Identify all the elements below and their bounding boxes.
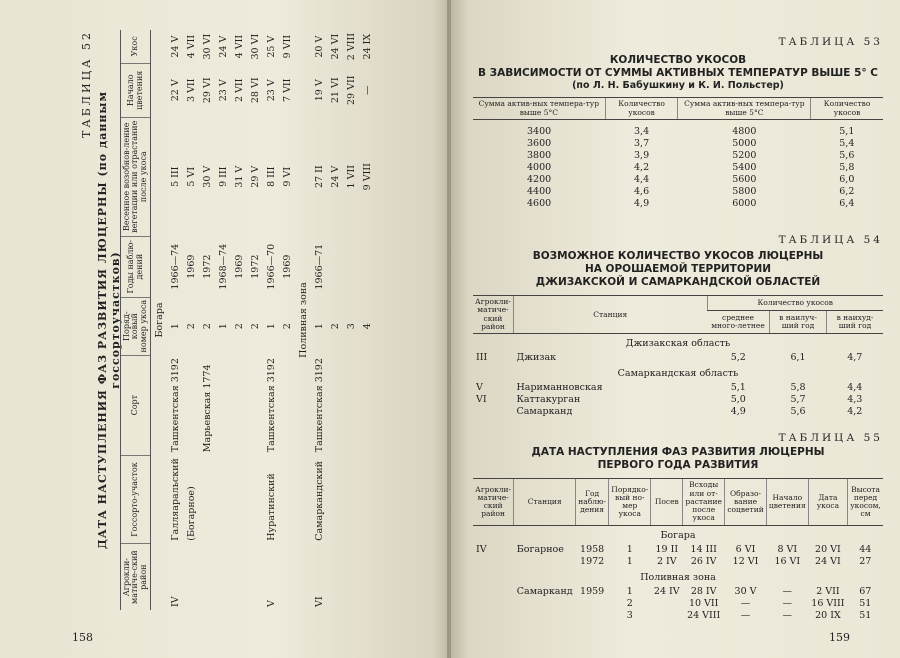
- table-cell: 19 II: [655, 543, 679, 555]
- table-cell: 1959: [580, 585, 605, 597]
- table-cell: 4,3: [847, 394, 863, 406]
- table-52-section-title: Богара: [153, 302, 165, 338]
- table-cell: Нуратинский: [265, 473, 277, 541]
- table-cell: 23 V: [217, 79, 229, 102]
- table-cell: 1: [626, 555, 633, 567]
- table-52-header: Сорт: [121, 355, 151, 455]
- table-cell: 1: [313, 323, 325, 330]
- table-55-header: Образо-вание соцветий: [725, 479, 767, 525]
- table-cell: 4,4: [847, 382, 863, 394]
- table-55: [473, 478, 883, 621]
- table-55-section-row: [473, 525, 883, 544]
- table-54: [473, 295, 883, 418]
- table-cell: 20 V: [313, 35, 325, 58]
- table-cell: IV: [476, 543, 487, 555]
- table-cell: —: [782, 585, 793, 597]
- table-cell: [215, 544, 231, 610]
- table-cell: Ташкентская 3192: [265, 358, 277, 453]
- table-cell: 3,7: [634, 137, 650, 149]
- table-53-title-2: В ЗАВИСИМОСТИ ОТ СУММЫ АКТИВНЫХ ТЕМПЕРАТУР ВЫШЕ 5° С: [477, 67, 879, 80]
- table-cell: Марьевская 1774: [201, 364, 213, 453]
- table-cell: 30 VI: [249, 33, 261, 60]
- table-cell: VI: [476, 394, 487, 406]
- table-54-section-row: [473, 334, 883, 353]
- table-54-header-station: Станция: [514, 296, 708, 334]
- table-54-header-count: Количество укосов: [707, 296, 883, 310]
- table-cell: 30 V: [201, 165, 213, 188]
- table-cell: [343, 455, 359, 544]
- table-cell: [651, 610, 683, 622]
- table-cell: 22 V: [169, 79, 181, 102]
- table-52-header: Укос: [121, 30, 151, 63]
- table-cell: 5600: [732, 173, 757, 185]
- table-cell: [343, 236, 359, 297]
- table-cell: 1: [265, 323, 277, 330]
- table-55-header: Дата укоса: [808, 479, 847, 525]
- table-cell: [514, 610, 576, 622]
- table-cell: 21 VI: [329, 77, 341, 104]
- table-cell: 51: [859, 597, 872, 609]
- table-cell: 30 VI: [201, 33, 213, 60]
- table-55-label: ТАБЛИЦА 55: [778, 432, 883, 445]
- table-cell: 16 VI: [774, 555, 801, 567]
- table-cell: 1969: [185, 254, 197, 279]
- table-cell: 5,8: [790, 382, 806, 394]
- table-cell: [231, 455, 247, 544]
- table-52-header: Госсорто-участок: [121, 455, 151, 544]
- table-52-header: Начало цветения: [121, 63, 151, 117]
- table-cell: [359, 355, 375, 455]
- table-cell: 5,8: [839, 161, 855, 173]
- table-cell: 5000: [732, 137, 757, 149]
- table-52-section-row: [295, 30, 311, 610]
- table-cell: 12 VI: [732, 555, 759, 567]
- table-cell: [473, 598, 514, 610]
- table-cell: 4,2: [847, 406, 863, 418]
- table-cell: 6,1: [790, 352, 806, 364]
- table-row: [359, 30, 375, 610]
- table-cell: 4800: [732, 125, 757, 137]
- table-cell: 31 V: [233, 165, 245, 188]
- table-cell: 4,9: [634, 197, 650, 209]
- table-55-header: Год наблю-дения: [576, 479, 609, 525]
- table-55-title-2: ПЕРВОГО ГОДА РАЗВИТИЯ: [597, 459, 759, 472]
- table-52: [120, 30, 375, 610]
- table-cell: VI: [313, 596, 325, 607]
- table-cell: 5800: [732, 185, 757, 197]
- table-cell: 29 VII: [345, 75, 357, 106]
- table-cell: —: [740, 597, 751, 609]
- table-cell: [576, 610, 609, 622]
- table-cell: [359, 236, 375, 297]
- table-cell: 3: [626, 609, 633, 621]
- table-54-header-worst: в наихуд-ший год: [827, 310, 884, 334]
- table-55-header: Всходы или от-растание после укоса: [683, 479, 725, 525]
- table-52-title: ДАТА НАСТУПЛЕНИЯ ФАЗ РАЗВИТИЯ ЛЮЦЕРНЫ (по данным госсортоучастков): [96, 90, 122, 550]
- table-cell: 9 VI: [281, 166, 293, 187]
- table-row: [199, 30, 215, 610]
- table-row: [473, 174, 883, 186]
- table-cell: 4,7: [847, 352, 863, 364]
- table-cell: —: [782, 597, 793, 609]
- table-53: [473, 97, 883, 210]
- table-cell: IV: [169, 596, 181, 607]
- table-cell: [473, 556, 514, 568]
- table-row: [263, 30, 279, 610]
- table-cell: 1966—70: [265, 243, 277, 290]
- table-53-header: Сумма актив-ных темпера-тур выше 5°С: [678, 98, 811, 120]
- table-cell: [215, 355, 231, 455]
- table-cell: —: [361, 85, 373, 96]
- table-cell: [327, 355, 343, 455]
- table-cell: V: [476, 382, 483, 394]
- table-cell: 24 IX: [361, 33, 373, 60]
- table-cell: 1: [626, 585, 633, 597]
- table-55-header: Высота перед укосом, см: [848, 479, 883, 525]
- table-cell: 26 IV: [690, 555, 717, 567]
- table-cell: [199, 455, 215, 544]
- table-cell: 20 IX: [815, 609, 841, 621]
- table-cell: [343, 544, 359, 610]
- table-cell: [247, 355, 263, 455]
- table-cell: [279, 544, 295, 610]
- table-cell: 6 VI: [735, 543, 756, 555]
- table-cell: 2: [201, 323, 213, 330]
- table-54-section-title: Джизакская область: [625, 338, 731, 350]
- table-cell: 3 VII: [185, 78, 197, 102]
- table-55-header: Станция: [514, 479, 576, 525]
- table-53-header: Количество укосов: [605, 98, 678, 120]
- table-cell: [473, 610, 514, 622]
- table-cell: 29 V: [249, 165, 261, 188]
- table-cell: 4400: [526, 185, 552, 197]
- table-cell: 5,7: [790, 394, 806, 406]
- table-cell: 6,4: [839, 197, 855, 209]
- table-cell: 9 VII: [281, 34, 293, 59]
- table-cell: 4,4: [634, 173, 650, 185]
- table-cell: 1969: [233, 254, 245, 279]
- table-cell: 5,1: [839, 125, 855, 137]
- table-55-header: Посев: [651, 479, 683, 525]
- table-cell: 5200: [732, 149, 757, 161]
- table-52-label: ТАБЛИЦА 52: [80, 30, 93, 138]
- table-cell: 5,2: [730, 352, 746, 364]
- table-cell: [359, 544, 375, 610]
- table-row: [473, 406, 883, 418]
- table-cell: III: [476, 352, 488, 364]
- table-cell: [279, 355, 295, 455]
- table-cell: 14 III: [690, 543, 717, 555]
- table-cell: 1: [626, 543, 633, 555]
- table-cell: Ташкентская 3192: [169, 358, 181, 453]
- table-cell: 1972: [201, 254, 213, 279]
- table-cell: 3600: [526, 137, 552, 149]
- table-cell: 8 VI: [777, 543, 798, 555]
- table-row: [473, 138, 883, 150]
- table-cell: 6,0: [839, 173, 855, 185]
- table-cell: 3,4: [634, 125, 650, 137]
- table-row: [473, 610, 883, 622]
- table-53-label: ТАБЛИЦА 53: [778, 36, 883, 48]
- table-cell: Галляаральский: [169, 458, 181, 541]
- table-cell: [514, 556, 576, 568]
- table-row: [473, 382, 883, 394]
- table-cell: 5 III: [169, 166, 181, 187]
- table-cell: 27 II: [313, 165, 325, 189]
- page-number-left: 158: [72, 631, 93, 644]
- table-52-header: Годы наблю-дений: [121, 236, 151, 297]
- right-page: [451, 0, 900, 658]
- table-55-header: Начало цветения: [766, 479, 808, 525]
- table-cell: 2: [185, 323, 197, 330]
- table-cell: 1972: [249, 254, 261, 279]
- table-cell: 24 V: [329, 165, 341, 188]
- table-cell: [231, 544, 247, 610]
- table-cell: Каттакурган: [516, 394, 581, 406]
- table-cell: —: [782, 609, 793, 621]
- table-cell: 6,2: [839, 185, 855, 197]
- table-row: [215, 30, 231, 610]
- table-row: [473, 556, 883, 568]
- table-cell: 24 VI: [329, 33, 341, 60]
- table-cell: 29 VI: [201, 77, 213, 104]
- table-cell: 24 VI: [815, 555, 841, 567]
- table-52-section-row: [151, 30, 168, 610]
- table-cell: 1972: [580, 555, 605, 567]
- table-cell: Богарное: [516, 543, 564, 555]
- table-cell: 2 VII: [233, 78, 245, 102]
- table-cell: [231, 355, 247, 455]
- table-cell: 25 V: [265, 35, 277, 58]
- table-54-label: ТАБЛИЦА 54: [778, 233, 883, 246]
- table-cell: 2: [626, 597, 633, 609]
- table-cell: 4: [361, 323, 373, 330]
- table-cell: 2: [329, 323, 341, 330]
- table-cell: 24 V: [169, 35, 181, 58]
- table-cell: 2 VIII: [345, 33, 357, 61]
- table-55-section-row: [473, 568, 883, 586]
- table-cell: 30 V: [734, 585, 757, 597]
- table-cell: Самарканд: [516, 406, 573, 418]
- table-cell: Самаркандский: [313, 460, 325, 541]
- table-cell: 24 IV: [653, 585, 680, 597]
- table-cell: 16 VIII: [811, 597, 845, 609]
- table-row: [473, 352, 883, 364]
- table-54-title-2: НА ОРОШАЕМОЙ ТЕРРИТОРИИ: [584, 262, 772, 275]
- table-52-section-title: Поливная зона: [297, 282, 309, 358]
- table-cell: 19 V: [313, 79, 325, 102]
- table-54-section-title: Самаркандская область: [617, 368, 739, 380]
- table-cell: [576, 598, 609, 610]
- table-cell: 2 IV: [656, 555, 677, 567]
- table-row: [473, 162, 883, 174]
- table-cell: [343, 355, 359, 455]
- table-cell: (Богарное): [185, 486, 197, 541]
- table-53-subtitle: (по Л. Н. Бабушкину и К. И. Польстер): [572, 80, 784, 92]
- table-cell: 3,9: [634, 149, 650, 161]
- table-cell: 24 VIII: [687, 609, 721, 621]
- table-row: [311, 30, 327, 610]
- table-cell: Ташкентская 3192: [313, 358, 325, 453]
- table-cell: [327, 544, 343, 610]
- table-cell: 67: [859, 585, 872, 597]
- table-row: [279, 30, 295, 610]
- table-55-section-title: Поливная зона: [640, 571, 716, 583]
- table-cell: 1969: [281, 254, 293, 279]
- table-54-title-1: ВОЗМОЖНОЕ КОЛИЧЕСТВО УКОСОВ ЛЮЦЕРНЫ: [532, 249, 824, 262]
- table-55-header: Агрокли-матиче-ский район: [473, 479, 514, 525]
- table-cell: 3400: [526, 125, 552, 137]
- table-cell: 4 VII: [233, 34, 245, 59]
- table-cell: Джизак: [516, 352, 557, 364]
- table-cell: 5,6: [839, 149, 855, 161]
- table-55-title-1: ДАТА НАСТУПЛЕНИЯ ФАЗ РАЗВИТИЯ ЛЮЦЕРНЫ: [531, 446, 825, 459]
- table-cell: [327, 236, 343, 297]
- table-cell: 24 V: [217, 35, 229, 58]
- table-row: [473, 394, 883, 406]
- table-cell: 4,6: [634, 185, 650, 197]
- table-cell: 1968—74: [217, 243, 229, 290]
- table-54-section-row: [473, 364, 883, 382]
- table-cell: 4,9: [730, 406, 746, 418]
- table-cell: 51: [859, 609, 872, 621]
- table-row: [473, 150, 883, 162]
- table-cell: 4 VII: [185, 34, 197, 59]
- table-cell: 23 V: [265, 79, 277, 102]
- table-cell: 28 VI: [249, 77, 261, 104]
- table-cell: 5,0: [730, 394, 746, 406]
- table-52-header: Весенное возобнов-ление вегетации или отрастание после укоса: [121, 117, 151, 236]
- table-cell: [514, 598, 576, 610]
- page-number-right: 159: [829, 631, 850, 644]
- table-row: [473, 598, 883, 610]
- table-54-title-3: ДЖИЗАКСКОЙ И САМАРКАНДСКОЙ ОБЛАСТЕЙ: [535, 276, 821, 288]
- table-cell: [473, 406, 514, 418]
- table-cell: 1958: [580, 543, 605, 555]
- table-cell: [359, 455, 375, 544]
- table-54-header-best: в наилуч-ший год: [770, 310, 827, 334]
- table-cell: 4600: [526, 197, 552, 209]
- table-cell: 27: [859, 555, 872, 567]
- table-53-header: Количество укосов: [811, 98, 883, 120]
- table-cell: 2: [281, 323, 293, 330]
- table-53-header: Сумма актив-ных темпера-тур выше 5°С: [473, 98, 605, 120]
- table-cell: [183, 355, 199, 455]
- table-54-header-mean: среднее много-летнее: [707, 310, 770, 334]
- table-row: [247, 30, 263, 610]
- table-cell: 1: [169, 323, 181, 330]
- table-cell: 5400: [732, 161, 757, 173]
- table-cell: 9 VIII: [361, 163, 373, 191]
- table-cell: 4200: [526, 173, 552, 185]
- table-cell: 4000: [526, 161, 552, 173]
- table-cell: [473, 586, 514, 598]
- table-row: [327, 30, 343, 610]
- table-55-section-title: Богара: [660, 529, 696, 541]
- table-cell: 1 VII: [345, 165, 357, 189]
- table-cell: 5 VI: [185, 166, 197, 187]
- table-cell: Самарканд: [516, 585, 573, 597]
- table-cell: 5,1: [730, 382, 746, 394]
- table-54-header-district: Агрокли-матиче-ский район: [473, 296, 514, 334]
- table-cell: [215, 455, 231, 544]
- table-cell: 2: [233, 323, 245, 330]
- table-cell: [279, 455, 295, 544]
- table-cell: V: [265, 600, 277, 607]
- table-row: [473, 186, 883, 198]
- table-cell: [247, 455, 263, 544]
- table-cell: [199, 544, 215, 610]
- table-cell: 28 IV: [690, 585, 717, 597]
- table-row: [473, 126, 883, 138]
- table-row: [231, 30, 247, 610]
- table-cell: —: [740, 609, 751, 621]
- table-row: [183, 30, 199, 610]
- table-cell: 3: [345, 323, 357, 330]
- table-cell: 5,6: [790, 406, 806, 418]
- table-52-header: Поряд-ковый номер укоса: [121, 297, 151, 355]
- table-cell: 44: [859, 543, 872, 555]
- table-row: [473, 198, 883, 210]
- table-cell: 8 III: [265, 166, 277, 187]
- table-cell: [247, 544, 263, 610]
- table-cell: [183, 544, 199, 610]
- table-cell: 4,2: [634, 161, 650, 173]
- table-cell: 1: [217, 323, 229, 330]
- table-cell: 10 VII: [688, 597, 719, 609]
- right-page-content: [473, 0, 883, 622]
- table-cell: [651, 598, 683, 610]
- table-row: [167, 30, 183, 610]
- table-cell: 9 III: [217, 166, 229, 187]
- table-cell: 2: [249, 323, 261, 330]
- table-55-header: Порядко-вый но-мер укоса: [609, 479, 651, 525]
- table-cell: 1966—74: [169, 243, 181, 290]
- table-row: [343, 30, 359, 610]
- table-cell: [327, 455, 343, 544]
- table-cell: 3800: [526, 149, 552, 161]
- table-52-rotated: [80, 30, 450, 610]
- table-row: [473, 586, 883, 598]
- table-cell: 7 VII: [281, 78, 293, 102]
- table-cell: 1966—71: [313, 243, 325, 290]
- table-cell: Нариманновская: [516, 382, 603, 394]
- table-cell: 6000: [732, 197, 757, 209]
- table-cell: 2 VII: [816, 585, 840, 597]
- table-row: [473, 544, 883, 556]
- table-cell: 20 VI: [815, 543, 841, 555]
- table-cell: 5,4: [839, 137, 855, 149]
- table-52-header: Агрокли-матиче-ский район: [121, 544, 151, 610]
- table-53-title-1: КОЛИЧЕСТВО УКОСОВ: [609, 54, 747, 66]
